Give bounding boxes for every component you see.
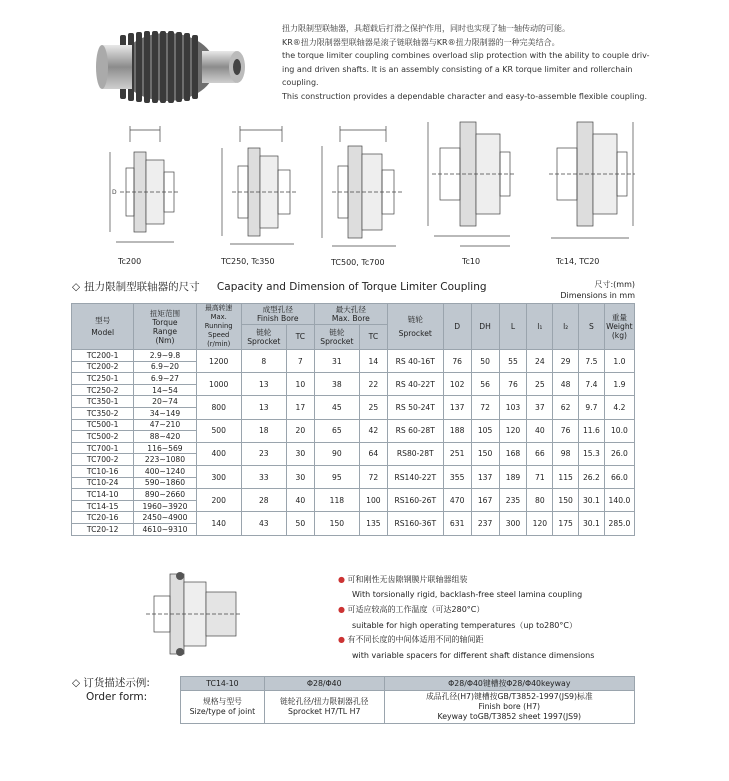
- cell-mb-tc: 25: [359, 396, 387, 419]
- table-row: [72, 442, 635, 454]
- units-note: [560, 279, 635, 301]
- cell-fb-tc: 17: [286, 396, 314, 419]
- header-finish-tc: TC: [286, 324, 314, 349]
- drawing-tc10: [420, 114, 520, 259]
- intro-en-line4: This construction provides a dependable character and easy-to-assemble flexible coupling.: [282, 91, 648, 101]
- cell-fb-sprocket: 33: [241, 465, 286, 488]
- order-label-size: 规格与型号 Size/type of joint: [181, 691, 265, 724]
- header-chain-sprocket: 链轮 Sprocket: [387, 304, 443, 350]
- table-row: [72, 350, 635, 362]
- cell-model: TC500-2: [72, 431, 134, 443]
- cell-weight: 4.2: [604, 396, 634, 419]
- table-row: [72, 419, 635, 431]
- cell-l: 189: [499, 465, 527, 488]
- feature-1: ● 可和刚性无齿隙钢膜片联轴器组装: [338, 575, 468, 584]
- cell-dh: 137: [471, 465, 499, 488]
- cell-l2: 62: [553, 396, 579, 419]
- cell-s: 7.4: [579, 373, 605, 396]
- cell-s: 7.5: [579, 350, 605, 373]
- feature-3: ● 有不同长度的中间体适用不同的轴间距: [338, 635, 484, 644]
- cell-sprocket: RS140-22T: [387, 465, 443, 488]
- cell-mb-sprocket: 95: [314, 465, 359, 488]
- cell-sprocket: RS 40-22T: [387, 373, 443, 396]
- cell-torque: 6.9~20: [134, 361, 196, 373]
- order-title: ◇ 订货描述示例: Order form:: [72, 677, 150, 703]
- cell-l2: 98: [553, 442, 579, 465]
- cell-torque: 20~74: [134, 396, 196, 408]
- cell-l1: 71: [527, 465, 553, 488]
- header-l2: l₂: [553, 304, 579, 350]
- cell-torque: 116~569: [134, 442, 196, 454]
- cell-speed: 1200: [196, 350, 241, 373]
- cell-model: TC14-15: [72, 500, 134, 512]
- bullet-icon: ●: [338, 575, 345, 584]
- cell-fb-sprocket: 18: [241, 419, 286, 442]
- header-speed: 最高转速 Max. Running Speed (r/min): [196, 304, 241, 350]
- cell-l2: 76: [553, 419, 579, 442]
- cell-l: 120: [499, 419, 527, 442]
- cell-d: 470: [443, 489, 471, 512]
- intro-zh-line2: KR®扭力限制器型联轴器是滚子链联轴器与KR®扭力限制器的一种完美结合。: [282, 37, 560, 47]
- cell-l: 300: [499, 512, 527, 535]
- header-max-bore: 最大孔径 Max. Bore: [314, 304, 387, 325]
- cell-fb-sprocket: 8: [241, 350, 286, 373]
- cell-model: TC500-1: [72, 419, 134, 431]
- cell-l: 76: [499, 373, 527, 396]
- cell-model: TC200-1: [72, 350, 134, 362]
- table-row: [72, 465, 635, 477]
- cell-torque: 590~1860: [134, 477, 196, 489]
- cell-l: 168: [499, 442, 527, 465]
- table-row: [72, 512, 635, 524]
- cell-fb-sprocket: 28: [241, 489, 286, 512]
- drawing-tc200: [90, 122, 200, 257]
- cell-fb-tc: 30: [286, 442, 314, 465]
- cell-sprocket: RS 40-16T: [387, 350, 443, 373]
- cell-mb-sprocket: 31: [314, 350, 359, 373]
- cell-torque: 2450~4900: [134, 512, 196, 524]
- cell-dh: 72: [471, 396, 499, 419]
- feature-3-en: with variable spacers for different shaft distance dimensions: [352, 651, 595, 660]
- intro-en-line1: the torque limiter coupling combines overload slip protection with the ability to couple driv-: [282, 51, 650, 60]
- header-max-sprocket: 链轮 Sprocket: [314, 324, 359, 349]
- cell-dh: 50: [471, 350, 499, 373]
- cell-weight: 285.0: [604, 512, 634, 535]
- cell-torque: 47~210: [134, 419, 196, 431]
- feature-1-en: With torsionally rigid, backlash-free steel lamina coupling: [352, 590, 583, 599]
- cell-torque: 88~420: [134, 431, 196, 443]
- cell-d: 188: [443, 419, 471, 442]
- header-weight: 重量 Weight (kg): [604, 304, 634, 350]
- cell-mb-tc: 14: [359, 350, 387, 373]
- cell-weight: 1.9: [604, 373, 634, 396]
- cell-speed: 300: [196, 465, 241, 488]
- cell-model: TC20-12: [72, 523, 134, 535]
- intro-text: [282, 22, 652, 103]
- cell-fb-sprocket: 13: [241, 373, 286, 396]
- bullet-icon: ●: [338, 635, 345, 644]
- cell-mb-tc: 64: [359, 442, 387, 465]
- cell-mb-tc: 42: [359, 419, 387, 442]
- table-row: [72, 489, 635, 501]
- cell-mb-tc: 22: [359, 373, 387, 396]
- cell-dh: 105: [471, 419, 499, 442]
- cell-l2: 175: [553, 512, 579, 535]
- cell-model: TC250-2: [72, 384, 134, 396]
- units-zh: 尺寸:(mm): [594, 280, 635, 289]
- cell-l2: 48: [553, 373, 579, 396]
- cell-l2: 115: [553, 465, 579, 488]
- cell-torque: 890~2660: [134, 489, 196, 501]
- cell-weight: 66.0: [604, 465, 634, 488]
- cell-model: TC10-16: [72, 465, 134, 477]
- cell-dh: 56: [471, 373, 499, 396]
- cell-dh: 167: [471, 489, 499, 512]
- intro-en-line3: coupling.: [282, 78, 319, 87]
- cell-fb-sprocket: 13: [241, 396, 286, 419]
- cell-model: TC14-10: [72, 489, 134, 501]
- cell-mb-sprocket: 118: [314, 489, 359, 512]
- cell-model: TC350-2: [72, 407, 134, 419]
- cell-mb-sprocket: 65: [314, 419, 359, 442]
- header-torque: 扭矩范围 Torque Range (Nm): [134, 304, 196, 350]
- cell-speed: 500: [196, 419, 241, 442]
- drawing-lamina-coupling: [140, 566, 245, 666]
- header-d: D: [443, 304, 471, 350]
- cell-speed: 140: [196, 512, 241, 535]
- header-l: L: [499, 304, 527, 350]
- caption-tc200: Tc200: [118, 257, 142, 266]
- header-max-tc: TC: [359, 324, 387, 349]
- cell-l1: 37: [527, 396, 553, 419]
- cell-speed: 200: [196, 489, 241, 512]
- units-en: Dimensions in mm: [560, 291, 635, 300]
- order-model: TC14-10: [181, 677, 265, 691]
- caption-tc14: Tc14, TC20: [556, 257, 600, 266]
- spec-table: [71, 303, 635, 536]
- drawing-tc250: [210, 122, 305, 257]
- cell-s: 30.1: [579, 512, 605, 535]
- header-s: S: [579, 304, 605, 350]
- cell-s: 15.3: [579, 442, 605, 465]
- cell-torque: 4610~9310: [134, 523, 196, 535]
- cell-d: 251: [443, 442, 471, 465]
- cell-s: 30.1: [579, 489, 605, 512]
- cell-l1: 66: [527, 442, 553, 465]
- cell-l1: 24: [527, 350, 553, 373]
- cell-fb-sprocket: 43: [241, 512, 286, 535]
- cell-speed: 400: [196, 442, 241, 465]
- order-table: [180, 676, 635, 724]
- cell-fb-sprocket: 23: [241, 442, 286, 465]
- section-title: [72, 279, 487, 294]
- cell-weight: 1.0: [604, 350, 634, 373]
- cell-s: 11.6: [579, 419, 605, 442]
- cell-mb-tc: 135: [359, 512, 387, 535]
- cell-mb-sprocket: 38: [314, 373, 359, 396]
- cell-d: 137: [443, 396, 471, 419]
- header-l1: l₁: [527, 304, 553, 350]
- cell-sprocket: RS160-26T: [387, 489, 443, 512]
- cell-sprocket: RS 60-28T: [387, 419, 443, 442]
- header-model: 型号 Model: [72, 304, 134, 350]
- order-label-finish: 成品孔径(H7)键槽按GB/T3852-1997(JS9)标准 Finish bore (H7) Keyway toGB/T3852 sheet 1997(JS9): [384, 691, 634, 724]
- cell-mb-tc: 72: [359, 465, 387, 488]
- cell-sprocket: RS80-28T: [387, 442, 443, 465]
- cell-l1: 80: [527, 489, 553, 512]
- cell-mb-sprocket: 45: [314, 396, 359, 419]
- section-title-en: Capacity and Dimension of Torque Limiter Coupling: [216, 281, 487, 293]
- cell-weight: 10.0: [604, 419, 634, 442]
- diamond-icon: ◇: [72, 281, 81, 293]
- caption-tc500: TC500, Tc700: [331, 258, 385, 267]
- cell-fb-tc: 50: [286, 512, 314, 535]
- cell-torque: 2.9~9.8: [134, 350, 196, 362]
- drawing-tc14: [535, 114, 640, 259]
- cell-dh: 150: [471, 442, 499, 465]
- cell-d: 76: [443, 350, 471, 373]
- cell-fb-tc: 7: [286, 350, 314, 373]
- cell-speed: 800: [196, 396, 241, 419]
- cell-s: 26.2: [579, 465, 605, 488]
- bullet-icon: ●: [338, 605, 345, 614]
- header-dh: DH: [471, 304, 499, 350]
- feature-2: ● 可适应较高的工作温度（可达280°C）: [338, 605, 485, 614]
- table-row: [72, 373, 635, 385]
- cell-d: 355: [443, 465, 471, 488]
- cell-l2: 150: [553, 489, 579, 512]
- cell-mb-tc: 100: [359, 489, 387, 512]
- cell-speed: 1000: [196, 373, 241, 396]
- cell-l: 235: [499, 489, 527, 512]
- header-finish-bore: 成型孔径 Finish Bore: [241, 304, 314, 325]
- cell-fb-tc: 20: [286, 419, 314, 442]
- diamond-icon: ◇: [72, 677, 81, 689]
- cell-fb-tc: 10: [286, 373, 314, 396]
- caption-tc10: Tc10: [462, 257, 481, 266]
- cell-torque: 6.9~27: [134, 373, 196, 385]
- cell-fb-tc: 30: [286, 465, 314, 488]
- table-row: [72, 396, 635, 408]
- cell-model: TC20-16: [72, 512, 134, 524]
- svg-text:D: D: [112, 189, 117, 196]
- cell-sprocket: RS160-36T: [387, 512, 443, 535]
- cell-dh: 237: [471, 512, 499, 535]
- cell-model: TC700-1: [72, 442, 134, 454]
- order-label-bore: 链轮孔径/扭力限制器孔径 Sprocket H7/TL H7: [264, 691, 384, 724]
- cell-model: TC700-2: [72, 454, 134, 466]
- cell-torque: 1960~3920: [134, 500, 196, 512]
- cell-weight: 140.0: [604, 489, 634, 512]
- cell-d: 631: [443, 512, 471, 535]
- intro-zh-line1: 扭力限制型联轴器，具超载后打滑之保护作用，同时也实现了轴一轴传动的可能。: [282, 24, 570, 33]
- cell-mb-sprocket: 90: [314, 442, 359, 465]
- cell-l2: 29: [553, 350, 579, 373]
- order-bore: Φ28/Φ40: [264, 677, 384, 691]
- cell-torque: 34~149: [134, 407, 196, 419]
- cell-model: TC10-24: [72, 477, 134, 489]
- cell-l: 55: [499, 350, 527, 373]
- feature-2-en: suitable for high operating temperatures（up to280°C）: [352, 621, 577, 630]
- product-photo: [72, 25, 262, 103]
- header-finish-sprocket: 链轮 Sprocket: [241, 324, 286, 349]
- section-title-zh: 扭力限制型联轴器的尺寸: [84, 281, 200, 293]
- cell-weight: 26.0: [604, 442, 634, 465]
- cell-d: 102: [443, 373, 471, 396]
- drawing-tc500: [312, 122, 407, 257]
- cell-model: TC200-2: [72, 361, 134, 373]
- cell-l1: 40: [527, 419, 553, 442]
- intro-en-line2: ing and driven shafts. It is an assembly consisting of a KR torque limiter and rollerchain: [282, 64, 633, 74]
- cell-l1: 120: [527, 512, 553, 535]
- cell-fb-tc: 40: [286, 489, 314, 512]
- order-keyway: Φ28/Φ40键槽按Φ28/Φ40keyway: [384, 677, 634, 691]
- cell-l1: 25: [527, 373, 553, 396]
- cell-mb-sprocket: 150: [314, 512, 359, 535]
- cell-s: 9.7: [579, 396, 605, 419]
- caption-tc250: TC250, Tc350: [221, 257, 275, 266]
- cell-torque: 400~1240: [134, 465, 196, 477]
- cell-l: 103: [499, 396, 527, 419]
- cell-model: TC350-1: [72, 396, 134, 408]
- cell-model: TC250-1: [72, 373, 134, 385]
- cell-sprocket: RS 50-24T: [387, 396, 443, 419]
- cell-torque: 223~1080: [134, 454, 196, 466]
- cell-torque: 14~54: [134, 384, 196, 396]
